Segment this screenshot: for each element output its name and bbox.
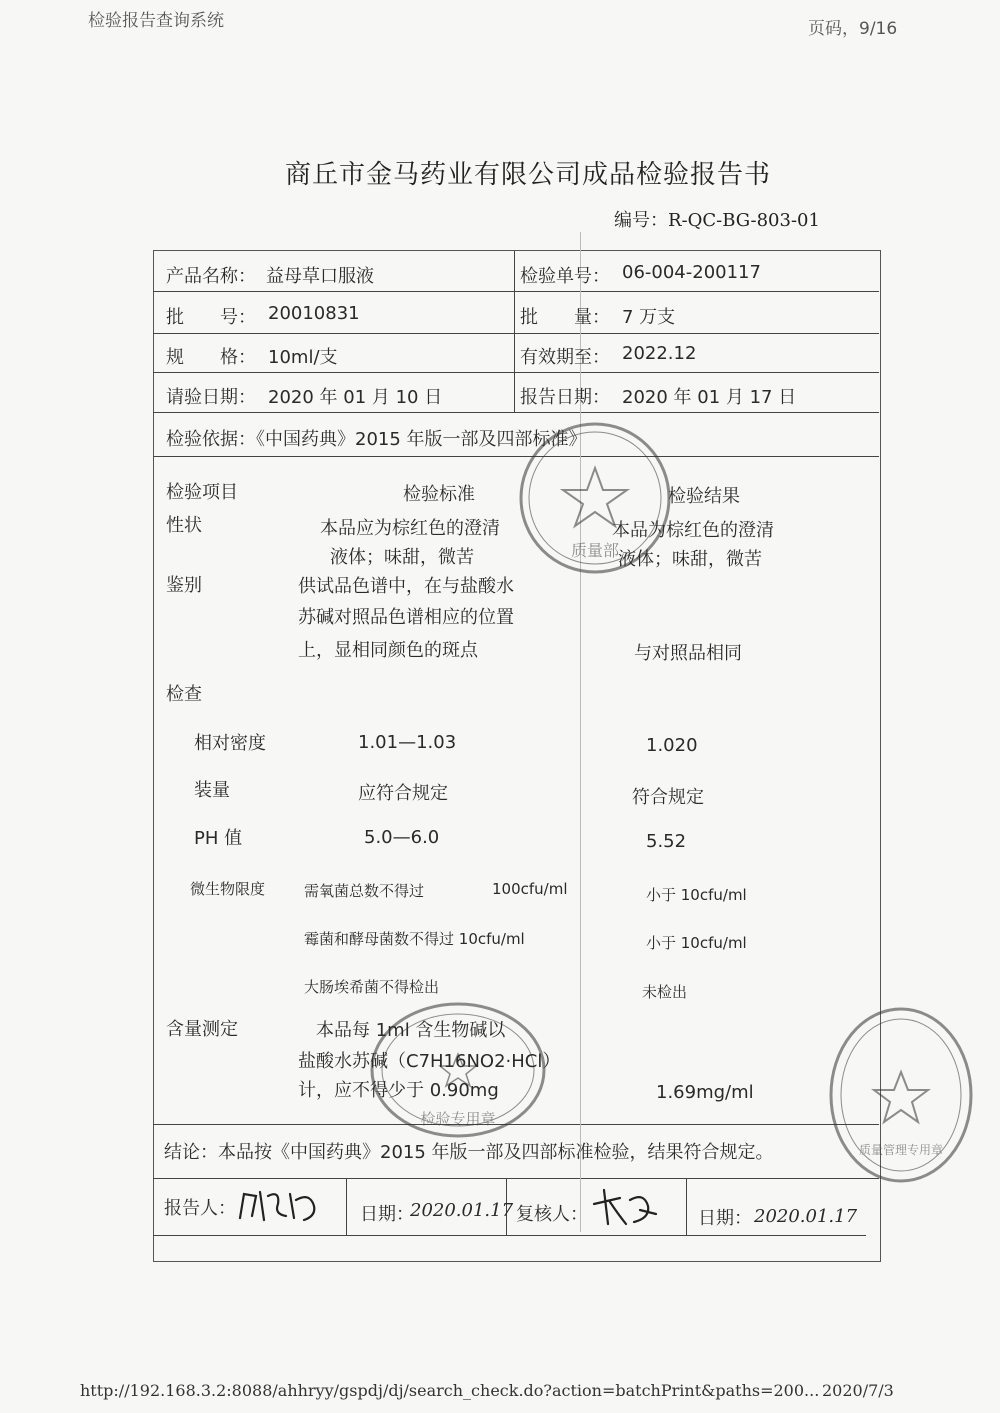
reporter-signature [234, 1186, 322, 1226]
reporter-label: 报告人： [164, 1198, 236, 1219]
row-divider [153, 412, 879, 413]
batch-quantity-value: 7 万支 [622, 307, 676, 328]
result-assay: 1.69mg/ml [656, 1082, 754, 1103]
date-label-reviewer: 日期： [698, 1208, 752, 1229]
row-divider [153, 333, 879, 334]
footer-print-date: 2020/7/3 [822, 1381, 894, 1400]
footer-url: http://192.168.3.2:8088/ahhryy/gspdj/dj/search_check.do?action=batchPrint&paths=200... [80, 1381, 820, 1400]
column-divider [686, 1178, 687, 1235]
standard-identification-line1: 供试品色谱中，在与盐酸水 [298, 576, 514, 597]
system-name: 检验报告查询系统 [88, 11, 224, 31]
item-identification: 鉴别 [166, 575, 202, 596]
test-basis: 检验依据：《中国药典》2015 年版一部及四部标准》 [166, 429, 587, 450]
reviewer-label: 复核人： [516, 1204, 588, 1225]
item-assay: 含量测定 [166, 1019, 238, 1040]
stamp-quality-department-text: 质量部 [570, 541, 620, 560]
standard-identification-line2: 苏碱对照品色谱相应的位置 [298, 607, 514, 628]
standard-identification-line3: 上，显相同颜色的斑点 [298, 640, 478, 661]
result-identification: 与对照品相同 [634, 643, 742, 664]
expiry-label: 有效期至： [520, 347, 610, 368]
row-divider [153, 1178, 879, 1179]
date-value-reporter: 2020.01.17 [410, 1200, 514, 1221]
report-date-label: 报告日期： [520, 387, 610, 408]
standard-assay-line3: 计，应不得少于 0.90mg [298, 1080, 499, 1101]
request-date-value: 2020 年 01 月 10 日 [268, 387, 443, 408]
column-divider [580, 232, 581, 1232]
standard-mold-yeast: 霉菌和酵母菌数不得过 10cfu/ml [304, 930, 525, 948]
result-e-coli: 未检出 [642, 983, 688, 1001]
page-number: 页码，9/16 [808, 19, 898, 39]
column-header-result: 检验结果 [668, 486, 740, 507]
standard-relative-density: 1.01—1.03 [358, 732, 457, 753]
date-label-reporter: 日期： [360, 1204, 414, 1225]
test-number-value: 06-004-200117 [622, 262, 761, 283]
expiry-value: 2022.12 [622, 343, 697, 364]
quality-department-stamp [515, 418, 675, 578]
column-header-standard: 检验标准 [403, 484, 475, 505]
result-ph: 5.52 [646, 831, 687, 852]
column-divider [346, 1178, 347, 1235]
result-mold-yeast: 小于 10cfu/ml [646, 934, 747, 952]
batch-number-label: 批 号： [166, 307, 256, 328]
result-fill-volume: 符合规定 [632, 787, 704, 808]
column-divider [514, 251, 515, 412]
standard-assay-line1: 本品每 1ml 含生物碱以 [316, 1020, 506, 1041]
standard-assay-line2: 盐酸水苏碱（C7H16NO2·HCl） [298, 1051, 561, 1072]
standard-ph: 5.0—6.0 [364, 827, 440, 848]
standard-aerobic-count: 需氧菌总数不得过 [304, 882, 425, 900]
specification-value: 10ml/支 [268, 347, 338, 368]
product-name-value: 益母草口服液 [266, 266, 374, 287]
inspection-stamp [368, 1000, 548, 1140]
standard-aerobic-limit: 100cfu/ml [492, 880, 568, 898]
result-relative-density: 1.020 [646, 735, 698, 756]
document-number: 编号：R-QC-BG-803-01 [614, 210, 820, 231]
standard-e-coli: 大肠埃希菌不得检出 [304, 978, 440, 996]
result-description-line1: 本品为棕红色的澄清 [612, 520, 774, 541]
item-microbial-limit: 微生物限度 [190, 880, 266, 898]
standard-description-line2: 液体；味甜，微苦 [330, 547, 474, 568]
row-divider [153, 291, 879, 292]
date-value-reviewer: 2020.01.17 [754, 1206, 858, 1227]
report-title: 商丘市金马药业有限公司成品检验报告书 [285, 160, 772, 190]
column-header-item: 检验项目 [166, 482, 238, 503]
report-date-value: 2020 年 01 月 17 日 [622, 387, 797, 408]
specification-label: 规 格： [166, 347, 256, 368]
stamp-quality-management-text: 质量管理专用章 [858, 1143, 944, 1157]
batch-quantity-label: 批 量： [520, 307, 610, 328]
product-name-label: 产品名称： [166, 266, 256, 287]
quality-management-stamp [826, 1004, 976, 1186]
stamp-inspection-text: 检验专用章 [420, 1110, 496, 1128]
item-relative-density: 相对密度 [194, 733, 266, 754]
item-description: 性状 [166, 515, 202, 536]
row-divider [153, 1235, 866, 1236]
result-description-line2: 液体；味甜，微苦 [618, 549, 762, 570]
item-ph: PH 值 [194, 828, 243, 849]
standard-fill-volume: 应符合规定 [358, 783, 448, 804]
result-aerobic-count: 小于 10cfu/ml [646, 886, 747, 904]
batch-number-value: 20010831 [268, 303, 360, 324]
item-inspection: 检查 [166, 684, 202, 705]
request-date-label: 请验日期： [166, 387, 256, 408]
reviewer-signature [590, 1184, 660, 1230]
item-fill-volume: 装量 [194, 780, 230, 801]
test-number-label: 检验单号： [520, 266, 610, 287]
conclusion: 结论：本品按《中国药典》2015 年版一部及四部标准检验，结果符合规定。 [164, 1142, 774, 1163]
row-divider [153, 372, 879, 373]
standard-description-line1: 本品应为棕红色的澄清 [320, 518, 500, 539]
